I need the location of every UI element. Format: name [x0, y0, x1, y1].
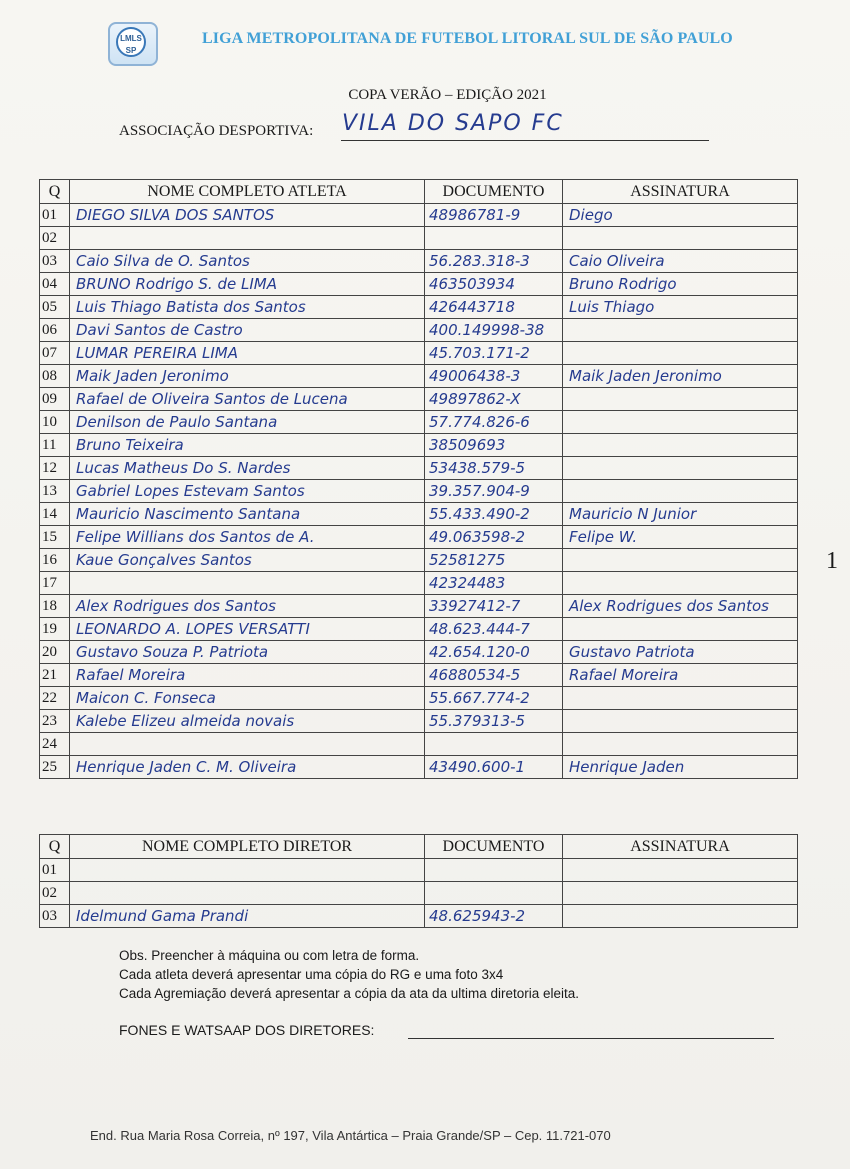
table-row [40, 365, 798, 388]
name-cell-text: Kaue Gonçalves Santos [76, 551, 252, 569]
row-number: 19 [40, 618, 70, 641]
table-row [40, 296, 798, 319]
name-cell-text: Lucas Matheus Do S. Nardes [76, 459, 291, 477]
signature-cell [563, 273, 798, 296]
signature-cell [563, 296, 798, 319]
signature-cell [563, 457, 798, 480]
logo-subtext: SP [125, 46, 137, 55]
header-athlete-name: NOME COMPLETO ATLETA [70, 180, 425, 204]
signature-cell-text: Gustavo Patriota [569, 643, 695, 661]
name-cell [70, 250, 425, 273]
name-cell-text: Gustavo Souza P. Patriota [76, 643, 269, 661]
row-number: 02 [40, 227, 70, 250]
document-cell [425, 641, 563, 664]
note-line: Cada Agremiação deverá apresentar a cópia da ata da ultima diretoria eleita. [119, 986, 580, 1001]
signature-cell [563, 319, 798, 342]
name-cell-text: DIEGO SILVA DOS SANTOS [76, 206, 275, 224]
document-cell-text: 55.667.774-2 [429, 689, 530, 707]
row-number: 01 [40, 204, 70, 227]
name-cell [70, 365, 425, 388]
document-cell [425, 687, 563, 710]
document-cell [425, 618, 563, 641]
document-cell [425, 365, 563, 388]
table-row [40, 526, 798, 549]
signature-cell [563, 526, 798, 549]
name-cell [70, 664, 425, 687]
document-cell-text: 55.379313-5 [429, 712, 526, 730]
signature-cell-text: Caio Oliveira [569, 252, 665, 270]
table-row [40, 595, 798, 618]
name-cell [70, 480, 425, 503]
name-cell [70, 641, 425, 664]
signature-cell-text: Rafael Moreira [569, 666, 679, 684]
document-cell-text: 426443718 [429, 298, 515, 316]
document-cell-text: 55.433.490-2 [429, 505, 530, 523]
name-cell [70, 204, 425, 227]
document-cell [425, 710, 563, 733]
row-number: 20 [40, 641, 70, 664]
document-cell [425, 549, 563, 572]
document-cell [425, 882, 563, 905]
document-cell-text: 52581275 [429, 551, 506, 569]
athletes-table [39, 179, 798, 779]
name-cell-text: Luis Thiago Batista dos Santos [76, 298, 306, 316]
row-number: 10 [40, 411, 70, 434]
row-number: 02 [40, 882, 70, 905]
table-row [40, 687, 798, 710]
row-number: 16 [40, 549, 70, 572]
row-number: 03 [40, 250, 70, 273]
document-cell-text: 46880534-5 [429, 666, 521, 684]
table-row [40, 480, 798, 503]
table-row [40, 549, 798, 572]
name-cell-text: Idelmund Gama Prandi [76, 907, 249, 925]
row-number: 08 [40, 365, 70, 388]
signature-cell-text: Bruno Rodrigo [569, 275, 677, 293]
signature-cell [563, 227, 798, 250]
table-row [40, 250, 798, 273]
header-document: DOCUMENTO [425, 835, 563, 859]
association-value: VILA DO SAPO FC [342, 111, 564, 136]
name-cell-text: Caio Silva de O. Santos [76, 252, 250, 270]
signature-cell [563, 687, 798, 710]
document-cell [425, 595, 563, 618]
document-cell [425, 342, 563, 365]
document-cell [425, 526, 563, 549]
row-number: 11 [40, 434, 70, 457]
document-cell [425, 664, 563, 687]
name-cell [70, 319, 425, 342]
document-cell-text: 33927412-7 [429, 597, 521, 615]
signature-cell [563, 859, 798, 882]
signature-cell [563, 905, 798, 928]
document-cell-text: 43490.600-1 [429, 758, 526, 776]
document-cell [425, 204, 563, 227]
document-cell-text: 39.357.904-9 [429, 482, 530, 500]
document-cell-text: 49897862-X [429, 390, 521, 408]
phones-underline [408, 1038, 774, 1039]
document-cell [425, 296, 563, 319]
signature-cell [563, 434, 798, 457]
document-cell-text: 45.703.171-2 [429, 344, 530, 362]
signature-cell [563, 342, 798, 365]
league-logo [108, 22, 158, 66]
table-row [40, 342, 798, 365]
row-number: 14 [40, 503, 70, 526]
signature-cell [563, 411, 798, 434]
signature-cell [563, 641, 798, 664]
signature-cell-text: Felipe W. [569, 528, 638, 546]
header-signature: ASSINATURA [563, 180, 798, 204]
document-cell-text: 48.623.444-7 [429, 620, 530, 638]
header-signature: ASSINATURA [563, 835, 798, 859]
signature-cell [563, 204, 798, 227]
signature-cell [563, 480, 798, 503]
table-row [40, 273, 798, 296]
document-cell-text: 42324483 [429, 574, 506, 592]
page-side-number: 1 [826, 548, 838, 574]
row-number: 21 [40, 664, 70, 687]
document-cell-text: 57.774.826-6 [429, 413, 530, 431]
table-row [40, 227, 798, 250]
signature-cell [563, 572, 798, 595]
name-cell [70, 710, 425, 733]
document-cell-text: 49006438-3 [429, 367, 521, 385]
row-number: 03 [40, 905, 70, 928]
name-cell [70, 388, 425, 411]
note-line: Obs. Preencher à máquina ou com letra de forma. [119, 948, 420, 963]
table-row [40, 503, 798, 526]
document-cell [425, 457, 563, 480]
name-cell-text: Bruno Teixeira [76, 436, 184, 454]
document-cell-text: 38509693 [429, 436, 506, 454]
name-cell-text: Rafael de Oliveira Santos de Lucena [76, 390, 348, 408]
header-q: Q [40, 180, 70, 204]
row-number: 01 [40, 859, 70, 882]
signature-cell [563, 595, 798, 618]
name-cell [70, 411, 425, 434]
name-cell [70, 618, 425, 641]
document-cell [425, 480, 563, 503]
table-row [40, 319, 798, 342]
name-cell [70, 526, 425, 549]
document-cell-text: 53438.579-5 [429, 459, 526, 477]
instructions-notes [119, 946, 579, 1003]
signature-cell [563, 549, 798, 572]
document-cell-text: 48986781-9 [429, 206, 521, 224]
signature-cell [563, 250, 798, 273]
name-cell [70, 859, 425, 882]
row-number: 06 [40, 319, 70, 342]
footer-address: End. Rua Maria Rosa Correia, nº 197, Vila Antártica – Praia Grande/SP – Cep. 11.721-070 [90, 1128, 611, 1143]
document-cell-text: 48.625943-2 [429, 907, 526, 925]
document-cell [425, 434, 563, 457]
document-cell [425, 572, 563, 595]
signature-cell [563, 618, 798, 641]
name-cell-text: Davi Santos de Castro [76, 321, 243, 339]
signature-cell-text: Henrique Jaden [569, 758, 685, 776]
signature-cell [563, 503, 798, 526]
table-row [40, 905, 798, 928]
document-cell-text: 400.149998-38 [429, 321, 545, 339]
name-cell-text: Kalebe Elizeu almeida novais [76, 712, 295, 730]
document-cell [425, 319, 563, 342]
note-line: Cada atleta deverá apresentar uma cópia do RG e uma foto 3x4 [119, 967, 504, 982]
name-cell-text: Rafael Moreira [76, 666, 186, 684]
signature-cell [563, 365, 798, 388]
name-cell [70, 882, 425, 905]
header-document: DOCUMENTO [425, 180, 563, 204]
name-cell-text: Gabriel Lopes Estevam Santos [76, 482, 305, 500]
name-cell-text: Mauricio Nascimento Santana [76, 505, 301, 523]
name-cell [70, 503, 425, 526]
document-cell-text: 463503934 [429, 275, 515, 293]
table-row [40, 710, 798, 733]
name-cell-text: Alex Rodrigues dos Santos [76, 597, 276, 615]
league-title: LIGA METROPOLITANA DE FUTEBOL LITORAL SUL DE SÃO PAULO [202, 30, 733, 47]
table-row [40, 664, 798, 687]
table-row [40, 388, 798, 411]
name-cell [70, 733, 425, 756]
document-cell [425, 227, 563, 250]
name-cell [70, 434, 425, 457]
header-q: Q [40, 835, 70, 859]
row-number: 04 [40, 273, 70, 296]
document-cell-text: 42.654.120-0 [429, 643, 530, 661]
signature-cell [563, 733, 798, 756]
signature-cell-text: Diego [569, 206, 613, 224]
name-cell [70, 905, 425, 928]
table-row [40, 733, 798, 756]
name-cell [70, 296, 425, 319]
signature-cell-text: Mauricio N Junior [569, 505, 697, 523]
signature-cell-text: Maik Jaden Jeronimo [569, 367, 722, 385]
association-underline [341, 140, 709, 141]
name-cell-text: Maik Jaden Jeronimo [76, 367, 229, 385]
row-number: 05 [40, 296, 70, 319]
name-cell-text: LEONARDO A. LOPES VERSATTI [76, 620, 310, 638]
table-row [40, 618, 798, 641]
table-row [40, 204, 798, 227]
row-number: 22 [40, 687, 70, 710]
document-cell [425, 733, 563, 756]
table-row [40, 434, 798, 457]
table-row [40, 457, 798, 480]
row-number: 12 [40, 457, 70, 480]
table-row [40, 882, 798, 905]
document-cell [425, 756, 563, 779]
signature-cell [563, 710, 798, 733]
signature-cell-text: Alex Rodrigues dos Santos [569, 597, 769, 615]
association-label: ASSOCIAÇÃO DESPORTIVA: [119, 123, 314, 139]
header-director-name: NOME COMPLETO DIRETOR [70, 835, 425, 859]
name-cell [70, 572, 425, 595]
name-cell-text: BRUNO Rodrigo S. de LIMA [76, 275, 277, 293]
row-number: 17 [40, 572, 70, 595]
name-cell-text: Denilson de Paulo Santana [76, 413, 278, 431]
document-cell-text: 56.283.318-3 [429, 252, 530, 270]
name-cell-text: Felipe Willians dos Santos de A. [76, 528, 315, 546]
document-cell [425, 905, 563, 928]
name-cell [70, 549, 425, 572]
signature-cell [563, 756, 798, 779]
edition-title: COPA VERÃO – EDIÇÃO 2021 [348, 87, 547, 103]
table-row [40, 859, 798, 882]
row-number: 07 [40, 342, 70, 365]
name-cell [70, 457, 425, 480]
phones-label: FONES E WATSAAP DOS DIRETORES: [119, 1022, 375, 1038]
row-number: 25 [40, 756, 70, 779]
name-cell [70, 595, 425, 618]
table-row [40, 411, 798, 434]
name-cell [70, 687, 425, 710]
directors-table [39, 834, 798, 928]
table-row [40, 641, 798, 664]
document-cell [425, 273, 563, 296]
name-cell-text: Maicon C. Fonseca [76, 689, 216, 707]
row-number: 13 [40, 480, 70, 503]
table-row [40, 572, 798, 595]
row-number: 15 [40, 526, 70, 549]
row-number: 24 [40, 733, 70, 756]
name-cell-text: LUMAR PEREIRA LIMA [76, 344, 239, 362]
athletes-header-row [40, 180, 798, 204]
name-cell [70, 273, 425, 296]
row-number: 18 [40, 595, 70, 618]
name-cell-text: Henrique Jaden C. M. Oliveira [76, 758, 297, 776]
document-cell [425, 411, 563, 434]
signature-cell-text: Luis Thiago [569, 298, 655, 316]
row-number: 23 [40, 710, 70, 733]
signature-cell [563, 882, 798, 905]
document-cell [425, 250, 563, 273]
row-number: 09 [40, 388, 70, 411]
name-cell [70, 227, 425, 250]
document-cell-text: 49.063598-2 [429, 528, 526, 546]
document-cell [425, 503, 563, 526]
signature-cell [563, 664, 798, 687]
directors-header-row [40, 835, 798, 859]
document-cell [425, 388, 563, 411]
document-cell [425, 859, 563, 882]
logo-text: LMLS [120, 34, 142, 43]
name-cell [70, 756, 425, 779]
name-cell [70, 342, 425, 365]
signature-cell [563, 388, 798, 411]
table-row [40, 756, 798, 779]
